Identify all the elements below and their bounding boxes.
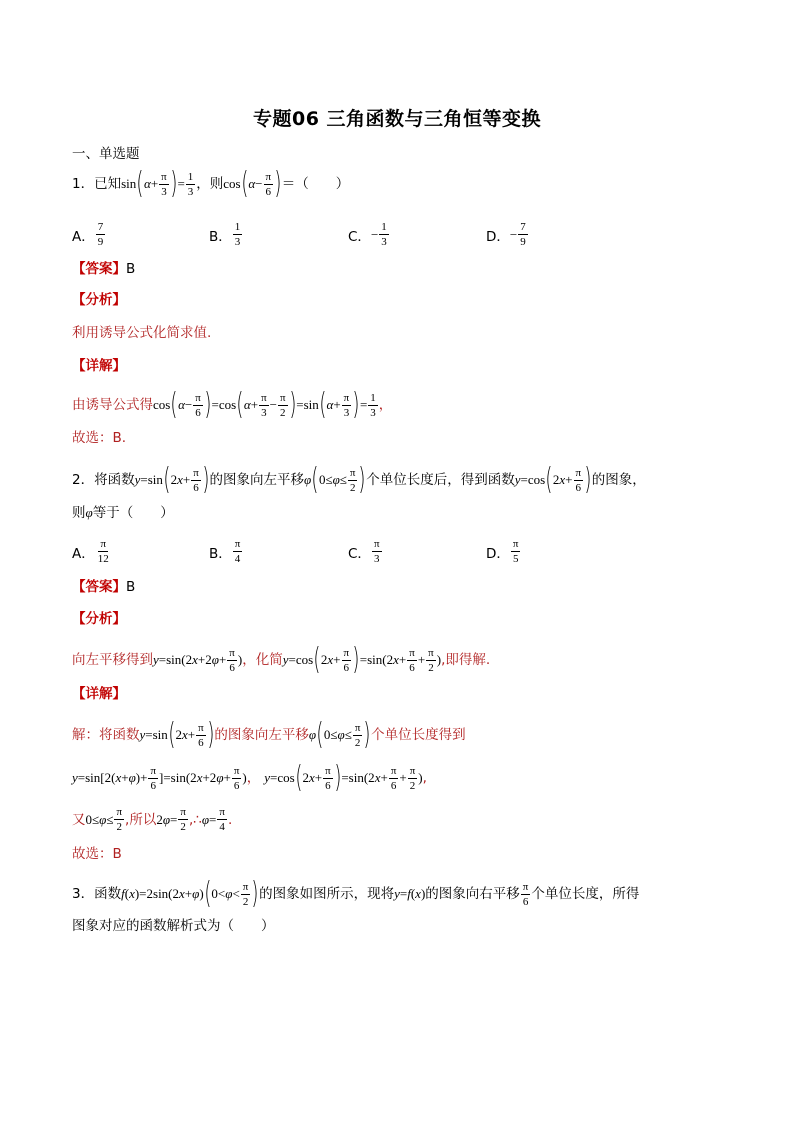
q2-detail-line2 <box>72 760 427 795</box>
q3-stem-line1 <box>72 876 640 911</box>
q3-formula-y: y = f ( x ) <box>394 886 426 901</box>
q1-option-b-num: 1 <box>234 221 241 233</box>
q2-option-d-den: 5 <box>512 553 519 565</box>
q3-text-1: 函数 <box>94 886 122 902</box>
q3-stem-line2: 图象对应的函数解析式为（ ） <box>72 918 275 934</box>
q2-detail-formula-2: φ ( 0≤ φ ≤ $\frac{\pi}{2}$ ) <box>308 717 371 752</box>
q2-detail-formula-3: y =sin[2( x + φ )+ $\frac{\pi}{6}$ ]=sin(2 x +2 φ + $\frac{\pi}{6}$ ) <box>72 764 247 792</box>
q2-detail-line3 <box>72 806 232 833</box>
q1-number: 1． <box>72 176 95 192</box>
q2-option-c-label: C． <box>348 545 371 562</box>
q1-analysis-heading <box>72 290 126 310</box>
q3-text-2: 的图象如图所示，现将 <box>259 886 395 902</box>
q3-formula-function: f ( x )=2sin(2 x + φ ) ( 0< φ < $\frac{\pi}{2}$ ) <box>121 876 259 911</box>
q2-analysis-heading <box>72 609 126 629</box>
q2-detail-label: 【详解】 <box>72 686 126 702</box>
q1-option-c-label: C． <box>348 228 371 245</box>
q2-option-c <box>348 538 383 565</box>
q1-option-d-label: D． <box>486 228 510 245</box>
q1-detail-line <box>72 387 393 422</box>
q2-option-c-num: π <box>373 538 380 550</box>
q2-detail-line1 <box>72 717 466 752</box>
q1-option-b <box>209 221 243 248</box>
q3-number: 3． <box>72 886 95 902</box>
q1-option-d-num: 7 <box>520 221 526 233</box>
q2-analysis-formula-2: y =cos ( 2 x + $\frac{\pi}{6}$ ) =sin(2 x + $\frac{\pi}{6}$ + $\frac{\pi}{2}$ ) <box>282 642 442 677</box>
q1-detail-label: 【详解】 <box>72 358 126 374</box>
q1-text-3: ＝（ ） <box>281 176 350 192</box>
section-heading: 一、单选题 <box>72 146 140 162</box>
q2-detail-part-2: 的图象向左平移 <box>214 727 309 743</box>
q1-option-d-sign: − <box>509 226 518 242</box>
q1-analysis-label: 【分析】 <box>72 292 126 308</box>
q2-detail-formula-4: y =cos ( 2 x + $\frac{\pi}{6}$ ) =sin(2 x + $\frac{\pi}{6}$ + $\frac{\pi}{2}$ ) <box>264 760 423 795</box>
q2-text-3: 个单位长度后，得到函数 <box>366 472 515 488</box>
q2-detail-part-8: ,∴ <box>188 811 202 828</box>
q2-detail-formula-7: φ = $\frac{\pi}{4}$ <box>201 806 225 833</box>
q2-detail-formula-6: 2 φ = $\frac{\pi}{2}$ <box>156 806 186 833</box>
q2-formula-phi-range: φ ( 0≤ φ ≤ $\frac{\pi}{2}$ ) <box>304 462 366 497</box>
page-title: 专题06 三角函数与三角恒等变换 <box>252 108 542 130</box>
q2-analysis-part-1: 向左平移得到 <box>72 652 153 668</box>
q1-text-2: ，则 <box>196 176 224 192</box>
q2-text-2: 的图象向左平移 <box>209 472 305 488</box>
q2-choose: 故选：B <box>72 846 122 862</box>
q1-option-a-num: 7 <box>97 221 104 233</box>
q2-number: 2． <box>72 472 95 488</box>
q2-analysis-text <box>72 642 491 677</box>
q2-stem-line2 <box>72 503 174 523</box>
q2-text-1: 将函数 <box>94 472 135 488</box>
q2-detail-part-9: . <box>227 811 233 828</box>
q1-option-b-den: 3 <box>234 236 241 248</box>
q2-detail-part-6: 又 <box>72 811 86 828</box>
q3-text-4: 个单位长度，所得 <box>531 886 640 902</box>
q2-option-a-den: 12 <box>97 553 109 565</box>
q2-analysis-formula-1: y =sin(2 x +2 φ + $\frac{\pi}{6}$ ) <box>153 646 243 674</box>
q1-option-b-label: B． <box>209 228 232 245</box>
q2-detail-formula-5: 0≤ φ ≤ $\frac{\pi}{2}$ <box>85 806 123 833</box>
q1-text-1: 已知 <box>94 176 122 192</box>
q2-detail-formula-1: y =sin ( 2 x + $\frac{\pi}{6}$ ) <box>139 717 215 752</box>
q2-option-b-num: π <box>234 538 241 550</box>
q1-option-c-num: 1 <box>381 221 387 233</box>
q2-analysis-part-3: ,即得解. <box>441 652 491 668</box>
q2-formula-result: y =cos ( 2 x + $\frac{\pi}{6}$ ) <box>514 462 592 497</box>
q2-detail-part-4: ， <box>246 770 261 786</box>
q1-option-d-den: 9 <box>520 236 526 248</box>
q2-option-a-num: π <box>100 538 107 550</box>
q2-answer-label: 【答案】 <box>72 579 126 595</box>
q2-option-a <box>72 538 112 565</box>
q2-stem-line1 <box>72 462 646 497</box>
q1-detail-prefix: 由诱导公式得 <box>72 397 153 413</box>
q2-detail-part-7: ,所以 <box>125 811 157 828</box>
q2-option-a-label: A． <box>72 545 95 562</box>
q3-formula-shift: $\frac{\pi}{6}$ <box>522 880 529 908</box>
q1-answer <box>72 259 135 279</box>
q1-formula-given: sin ( α + $\frac{\pi}{3}$ ) = $\frac{1}{3}$ <box>121 166 194 201</box>
q1-answer-value: B <box>126 261 136 277</box>
q2-answer <box>72 577 135 597</box>
q1-option-c-den: 3 <box>381 236 387 248</box>
q1-analysis-text: 利用诱导公式化简求值. <box>72 325 212 341</box>
q2-detail-heading <box>72 684 126 704</box>
q2-text-5: 则 <box>72 505 86 521</box>
q2-analysis-label: 【分析】 <box>72 611 126 627</box>
q2-option-d-label: D． <box>486 545 510 562</box>
q2-option-d-num: π <box>512 538 519 550</box>
q2-option-c-den: 3 <box>373 553 380 565</box>
q1-option-c <box>348 221 390 248</box>
q3-text-3: 的图象向右平移 <box>425 886 520 902</box>
q2-formula-original: y =sin ( 2 x + $\frac{\pi}{6}$ ) <box>134 462 210 497</box>
q1-stem <box>72 166 350 201</box>
q1-detail-heading <box>72 356 126 376</box>
q1-option-a-label: A． <box>72 228 95 245</box>
q1-answer-label: 【答案】 <box>72 261 126 277</box>
q2-answer-value: B <box>126 579 136 595</box>
q2-option-d <box>486 538 521 565</box>
q1-formula-target: cos ( α − $\frac{\pi}{6}$ ) <box>223 166 282 201</box>
q2-detail-part-1: 解：将函数 <box>72 727 140 743</box>
q2-phi-symbol: φ <box>85 505 93 520</box>
q1-detail-suffix: ， <box>378 397 393 413</box>
q2-analysis-part-2: ，化简 <box>242 652 283 668</box>
q1-option-c-sign: − <box>370 226 379 242</box>
q2-text-4: 的图象， <box>591 472 646 488</box>
q1-option-d <box>486 221 529 248</box>
q2-detail-part-3: 个单位长度得到 <box>371 727 466 743</box>
q2-option-b-den: 4 <box>234 553 241 565</box>
q2-option-b-label: B． <box>209 545 232 562</box>
q1-option-a <box>72 221 106 248</box>
q1-option-a-den: 9 <box>97 236 104 248</box>
q2-detail-part-5: , <box>422 770 427 786</box>
q2-text-6: 等于（ ） <box>92 505 174 521</box>
q1-choose: 故选：B. <box>72 430 127 446</box>
q1-detail-formula: cos ( α − $\frac{\pi}{6}$ ) =cos ( α + $\frac{\pi}{3}$ − $\frac{\pi}{2}$ ) =sin ( α + $\frac{\pi}{3}$ ) = $\frac{1}{3}$ <box>153 387 376 422</box>
q2-option-b <box>209 538 243 565</box>
